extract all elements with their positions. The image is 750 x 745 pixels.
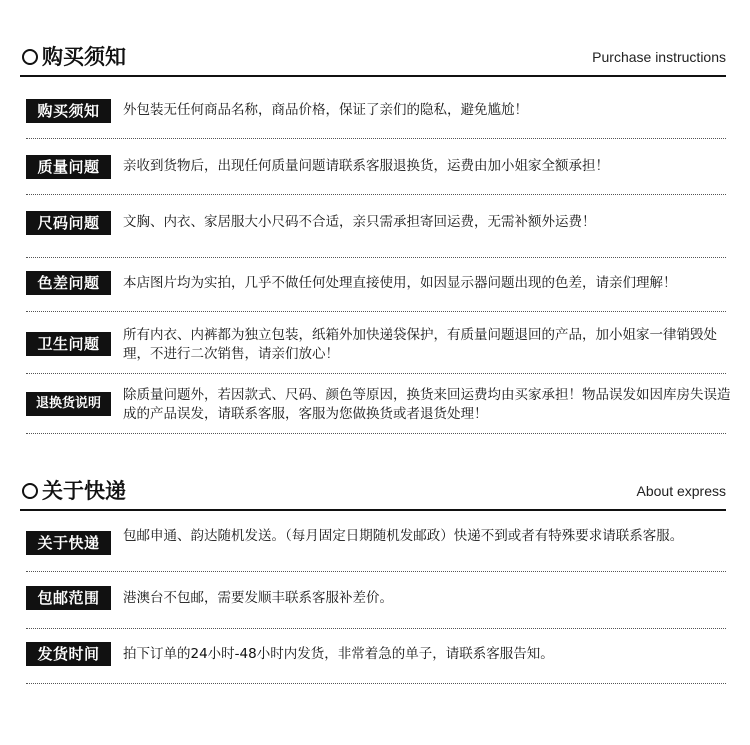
dotted-divider (26, 257, 726, 258)
express-section-header (20, 476, 726, 512)
dotted-divider (26, 373, 726, 374)
row-label: 购买须知 (26, 99, 111, 123)
dotted-divider (26, 311, 726, 312)
purchase-section-subtitle: Purchase instructions (592, 49, 726, 65)
dotted-divider (26, 628, 726, 629)
circle-icon (22, 49, 38, 65)
purchase-section-title: 购买须知 (42, 45, 126, 69)
express-section-subtitle: About express (636, 483, 726, 499)
dotted-divider (26, 194, 726, 195)
section-divider (20, 75, 726, 77)
purchase-section-header (20, 42, 726, 78)
row-text: 拍下订单的24小时-48小时内发货，非常着急的单子，请联系客服告知。 (123, 646, 554, 662)
row-text: 所有内衣、内裤都为独立包装，纸箱外加快递袋保护，有质量问题退回的产品，加小姐家一律销毁处理，不进行二次销售，请亲们放心！ (123, 327, 717, 362)
row-text: 本店图片均为实拍，几乎不做任何处理直接使用，如因显示器问题出现的色差，请亲们理解！ (123, 275, 677, 291)
circle-icon (22, 483, 38, 499)
dotted-divider (26, 571, 726, 572)
section-divider (20, 509, 726, 511)
row-text: 除质量问题外，若因款式、尺码、颜色等原因，换货来回运费均由买家承担！物品误发如因库房失误造成的产品误发，请联系客服，客服为您做换货或者退货处理！ (123, 387, 731, 422)
dotted-divider (26, 138, 726, 139)
row-label: 尺码问题 (26, 211, 111, 235)
row-text: 包邮申通、韵达随机发送。（每月固定日期随机发邮政）快递不到或者有特殊要求请联系客服。 (123, 528, 684, 544)
row-label: 退换货说明 (26, 392, 111, 416)
row-label: 发货时间 (26, 642, 111, 666)
row-text: 文胸、内衣、家居服大小尺码不合适，亲只需承担寄回运费，无需补额外运费！ (123, 214, 596, 230)
row-label: 关于快递 (26, 531, 111, 555)
dotted-divider (26, 683, 726, 684)
row-text: 外包装无任何商品名称，商品价格，保证了亲们的隐私，避免尴尬！ (123, 102, 528, 118)
row-label: 色差问题 (26, 271, 111, 295)
row-text: 港澳台不包邮，需要发顺丰联系客服补差价。 (123, 590, 393, 606)
row-label: 包邮范围 (26, 586, 111, 610)
express-section-title: 关于快递 (42, 479, 126, 503)
row-label: 质量问题 (26, 155, 111, 179)
row-label: 卫生问题 (26, 332, 111, 356)
dotted-divider (26, 433, 726, 434)
row-text: 亲收到货物后，出现任何质量问题请联系客服退换货，运费由加小姐家全额承担！ (123, 158, 609, 174)
